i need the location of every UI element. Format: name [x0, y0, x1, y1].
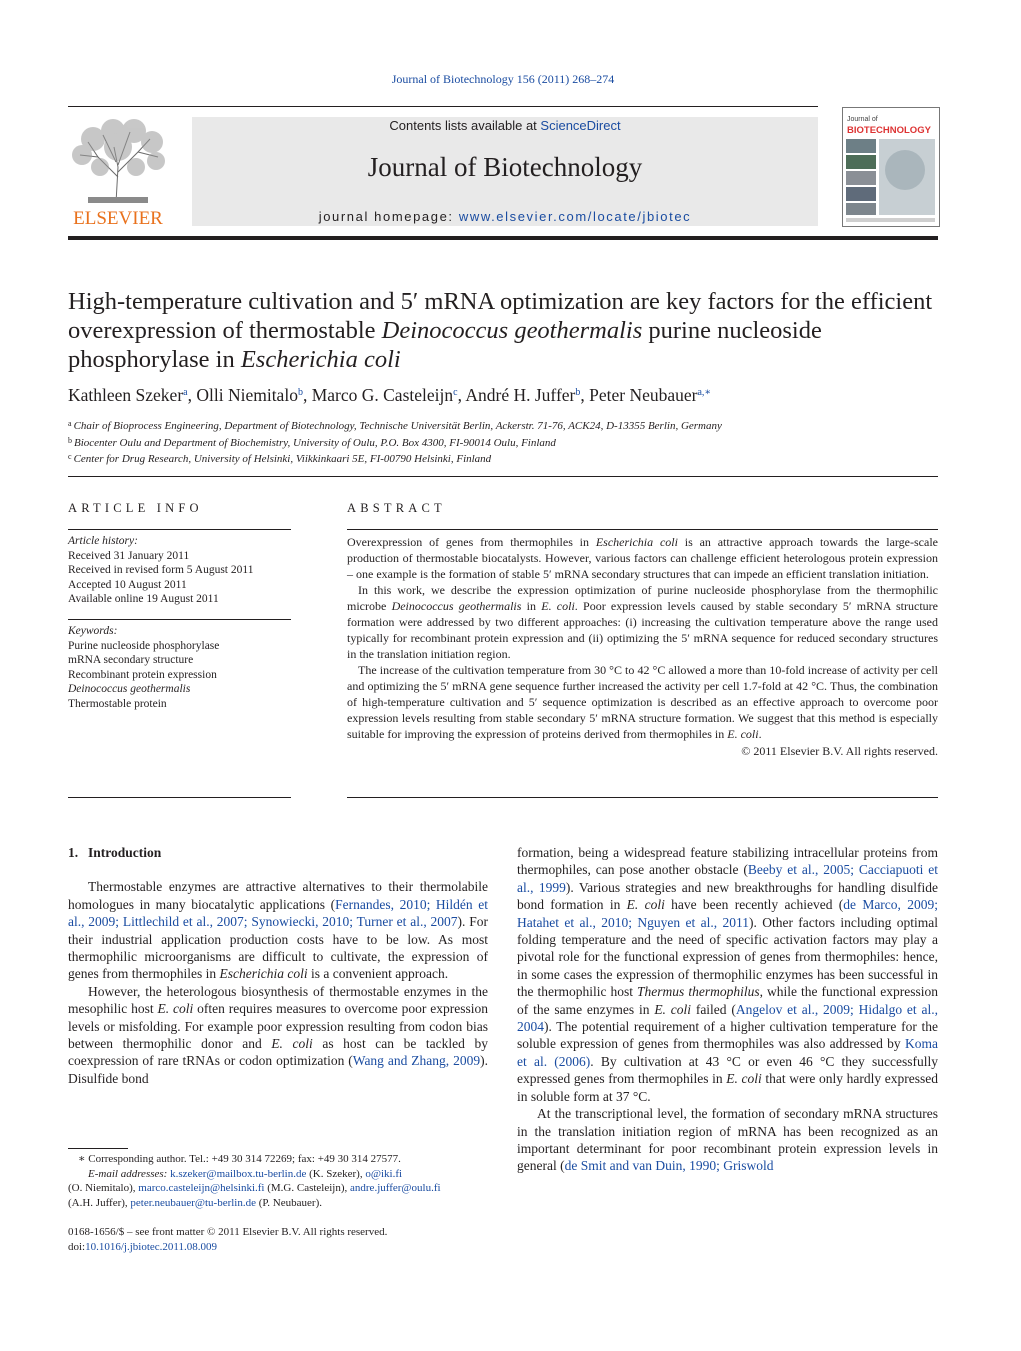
abstract-paragraph: The increase of the cultivation temperature from 30 °C to 42 °C allowed a more than 10-fold increase of activity per cell and optimizing the 5′ mRNA gene sequence further increased the activity per cell 1.7-fold at 42 °C. Thus, the combination of high-temperature cultivation and 5′ sequence optimization is described as an effective approach to overcome poor expression levels resulting from stable secondary 5′ mRNA structure formation. We suggest that this method is especially suitable for improving the expression of proteins derived from thermophiles in E. coli. — [347, 663, 938, 741]
author-affiliation-sup[interactable]: a — [183, 387, 188, 398]
homepage-link[interactable]: www.elsevier.com/locate/jbiotec — [458, 209, 692, 224]
author[interactable]: Kathleen Szeker — [68, 385, 184, 405]
affiliation-text: Center for Drug Research, University of Helsinki, Viikkinkaari 5E, FI-00790 Helsinki, Finland — [73, 453, 492, 466]
journal-cover-thumbnail — [842, 107, 940, 227]
affiliation-text: Biocenter Oulu and Department of Biochemistry, University of Oulu, P.O. Box 4300, FI-90014 Oulu, Finland — [74, 436, 556, 449]
author-affiliation-sup[interactable]: b — [575, 387, 581, 398]
citation-link[interactable]: Koma et al. (2006) — [517, 1036, 938, 1069]
elsevier-wordmark: ELSEVIER — [73, 208, 163, 227]
article-info-rule — [68, 797, 291, 798]
header-rule — [68, 106, 818, 107]
elsevier-logo — [68, 117, 168, 227]
article-info-rule — [68, 529, 291, 530]
body-paragraph: At the transcriptional level, the formation of secondary mRNA structures in the translation initiation region of mRNA has been recognized as an important determinant for poor recombinant protein expression levels in general (de Smit and van Duin, 1990; Griswold — [517, 1106, 938, 1174]
keywords-label: Keywords: — [68, 625, 118, 637]
body-column-right — [517, 844, 938, 1175]
issn-doi — [68, 1225, 488, 1254]
citation-link[interactable]: de Marco, 2009; Hatahet et al., 2010; Nguyen et al., 2011 — [517, 897, 938, 930]
homepage-label: journal homepage: — [318, 209, 459, 224]
header-thick-rule — [68, 236, 938, 240]
email-addresses: E-mail addresses: k.szeker@mailbox.tu-berlin.de (K. Szeker), o@iki.fi — [88, 1167, 403, 1180]
email-addresses-cont: (O. Niemitalo), marco.casteleijn@helsinki.fi (M.G. Casteleijn), andre.juffer@oulu.fi — [68, 1182, 441, 1195]
email-link[interactable]: peter.neubauer@tu-berlin.de — [130, 1196, 256, 1209]
title-text-1: High-temperature cultivation and 5′ mRNA optimization are key factors for the efficient overexpression of thermostable — [68, 288, 933, 344]
keyword: Purine nucleoside phosphorylase — [68, 639, 220, 652]
email-link[interactable]: o@iki.fi — [365, 1167, 403, 1180]
citation-link[interactable]: Angelov et al., 2009; Hidalgo et al., 2004 — [517, 1001, 938, 1035]
cover-title-small: Journal of — [847, 116, 878, 123]
affiliation-marker: a — [68, 419, 72, 428]
copyright: © 2011 Elsevier B.V. All rights reserved. — [741, 744, 938, 758]
abstract-body — [347, 534, 938, 759]
affiliation-marker: c — [68, 452, 72, 462]
section-title: Introduction — [88, 845, 162, 860]
author-affiliation-sup[interactable]: c — [453, 387, 458, 398]
citation-link[interactable]: Wang and Zhang, 2009 — [352, 1053, 481, 1069]
email-addresses-cont: (A.H. Juffer), peter.neubauer@tu-berlin.de (P. Neubauer). — [68, 1196, 322, 1209]
citation-link[interactable]: Fernandes, 2010; Hildén et al., 2009; Littlechild et al., 2007; Synowiecki, 2010; Turner et al., 2007 — [68, 896, 488, 930]
citation-link[interactable]: de Smit and van Duin, 1990; Griswold — [564, 1158, 774, 1174]
affiliation — [68, 417, 948, 434]
body-paragraph: However, the heterologous biosynthesis of thermostable enzymes in the mesophilic host E. coli often requires measures to overcome poor expression levels or misfolding. For example poor expression resulting from codon bias between thermophilic donor and E. coli as host can be tackled by coexpression of rare tRNAs or codon optimization (Wang and Zhang, 2009). Disulfide bond — [68, 983, 489, 1086]
body-paragraph: formation, being a widespread feature stabilizing intracellular proteins from thermophiles, can pose another obstacle (Beeby et al., 2005; Cacciapuoti et al., 1999). Various strategies and new breakthroughs for handling disulfide bond formation in E. coli have been recently achieved (de Marco, 2009; Hatahet et al., 2010; Nguyen et al., 2011). Other factors including optimal folding temperature and the need of specific activation factors may play a pivotal role for the functional expression of genes from thermophiles: hence, in some cases the expression of thermophilic enzymes has been successful in the thermophilic host Thermus thermophilus, while the functional expression of the same enzymes in E. coli failed (Angelov et al., 2009; Hidalgo et al., 2004). The potential requirement of a higher cultivation temperature for the soluble expression of genes from thermophiles was also addressed by Koma et al. (2006). By cultivation at 43 °C or even 46 °C they successfully expressed genes from thermophiles in E. coli that were only hardly expressed in soluble form at 37 °C. — [517, 845, 938, 1104]
sciencedirect-link[interactable]: ScienceDirect — [540, 118, 621, 133]
keyword: Thermostable protein — [68, 697, 167, 710]
journal-cover-image — [843, 108, 939, 226]
footnote-rule — [68, 1148, 128, 1149]
author-list: Kathleen Szeker$^a$, Olli Niemitalo$^b$, Marco G. Casteleijn$^c$, André H. Juffer$^b$, Peter Neubauer$^{a,∗}$ — [68, 385, 712, 405]
keyword: Recombinant protein expression — [68, 668, 217, 681]
author[interactable]: Olli Niemitalo — [196, 385, 298, 405]
section-number: 1. — [68, 845, 79, 860]
body-column-left — [68, 844, 488, 1087]
keyword: Deinococcus geothermalis — [68, 683, 191, 695]
author[interactable]: André H. Juffer — [465, 385, 576, 405]
keywords — [68, 624, 291, 711]
email-link[interactable]: marco.casteleijn@helsinki.fi — [138, 1182, 265, 1195]
abstract-heading: ABSTRACT — [347, 501, 446, 515]
journal-homepage — [192, 209, 818, 224]
doi-line: doi:10.1016/j.jbiotec.2011.08.009 — [68, 1240, 218, 1253]
history-item: Received 31 January 2011 — [68, 549, 190, 562]
journal-name: Journal of Biotechnology — [367, 152, 643, 182]
affiliation-marker: b — [68, 435, 72, 445]
abstract-paragraph: In this work, we describe the expression optimization of purine nucleoside phosphorylase from the thermophilic microbe Deinococcus geothermalis in E. coli. Poor expression levels caused by stable secondary 5′ mRNA structure formation were addressed by two different approaches: (i) increasing the cultivation temperature above the range used typically for recombinant protein expression and (ii) optimizing the 5′ mRNA sequence for reduced secondary structures in the translation initiation region. — [347, 583, 938, 661]
footnote — [68, 1152, 488, 1210]
cover-title-big: BIOTECHNOLOGY — [847, 125, 931, 136]
history-label: Article history: — [68, 535, 138, 547]
history-item: Received in revised form 5 August 2011 — [68, 564, 254, 576]
citation-link[interactable]: Beeby et al., 2005; Cacciapuoti et al., 1999 — [517, 862, 938, 895]
author-affiliation-sup[interactable]: b — [297, 387, 303, 398]
contents-line — [192, 118, 818, 133]
journal-banner — [192, 117, 818, 226]
article-info-rule — [68, 619, 291, 620]
title-rule — [68, 476, 938, 477]
issn-line: 0168-1656/$ – see front matter © 2011 Elsevier B.V. All rights reserved. — [68, 1226, 388, 1238]
author[interactable]: Marco G. Casteleijn — [311, 385, 454, 405]
contents-prefix: Contents lists available at — [389, 118, 541, 133]
article-title — [68, 287, 948, 374]
section-heading — [68, 844, 488, 861]
journal-citation[interactable]: Journal of Biotechnology 156 (2011) 268–274 — [391, 72, 615, 86]
affiliation — [68, 450, 948, 467]
title-species-2: Escherichia coli — [240, 346, 401, 373]
article-history — [68, 534, 291, 607]
title-species-1: Deinococcus geothermalis — [381, 317, 643, 344]
keyword: mRNA secondary structure — [68, 654, 194, 666]
abstract-rule — [347, 529, 938, 530]
email-link[interactable]: k.szeker@mailbox.tu-berlin.de — [170, 1167, 307, 1180]
history-item: Accepted 10 August 2011 — [68, 578, 187, 591]
affiliation — [68, 434, 948, 451]
email-link[interactable]: andre.juffer@oulu.fi — [350, 1182, 441, 1195]
author-affiliation-sup[interactable]: a,∗ — [697, 387, 712, 398]
article-info-heading: ARTICLE INFO — [68, 501, 203, 515]
elsevier-tree-icon — [68, 117, 168, 227]
affiliations — [68, 417, 948, 467]
body-paragraph: Thermostable enzymes are attractive alternatives to their thermolabile homologues in many biocatalytic applications (Fernandes, 2010; Hildén et al., 2009; Littlechild et al., 2007; Synowiecki, 2010; Turner et al., 2007). For their industrial application production costs have to be low. As most thermophilic microorganisms are difficult to cultivate, the expression of genes from thermophiles in Escherichia coli is a convenient approach. — [68, 879, 488, 982]
affiliation-text: Chair of Bioprocess Engineering, Department of Biotechnology, Technische Universität Berlin, Ackerstr. 71-76, ACK24, D-13355 Berlin, Germany — [73, 420, 722, 432]
author[interactable]: Peter Neubauer — [589, 385, 698, 405]
doi-link[interactable]: 10.1016/j.jbiotec.2011.08.009 — [85, 1240, 218, 1253]
title-text-2: purine nucleoside phosphorylase in — [68, 317, 822, 373]
abstract-paragraph: Overexpression of genes from thermophiles in Escherichia coli is an attractive approach towards the large-scale production of thermostable biocatalysts. However, various factors can challenge efficient heterologous protein expression – one example is the formation of stable 5′ mRNA secondary structures that can impede an efficient translation initiation. — [347, 535, 938, 581]
corresponding-author: ∗ Corresponding author. Tel.: +49 30 314 72269; fax: +49 30 314 27577. — [78, 1153, 401, 1165]
history-item: Available online 19 August 2011 — [68, 593, 219, 605]
abstract-rule — [347, 797, 938, 798]
